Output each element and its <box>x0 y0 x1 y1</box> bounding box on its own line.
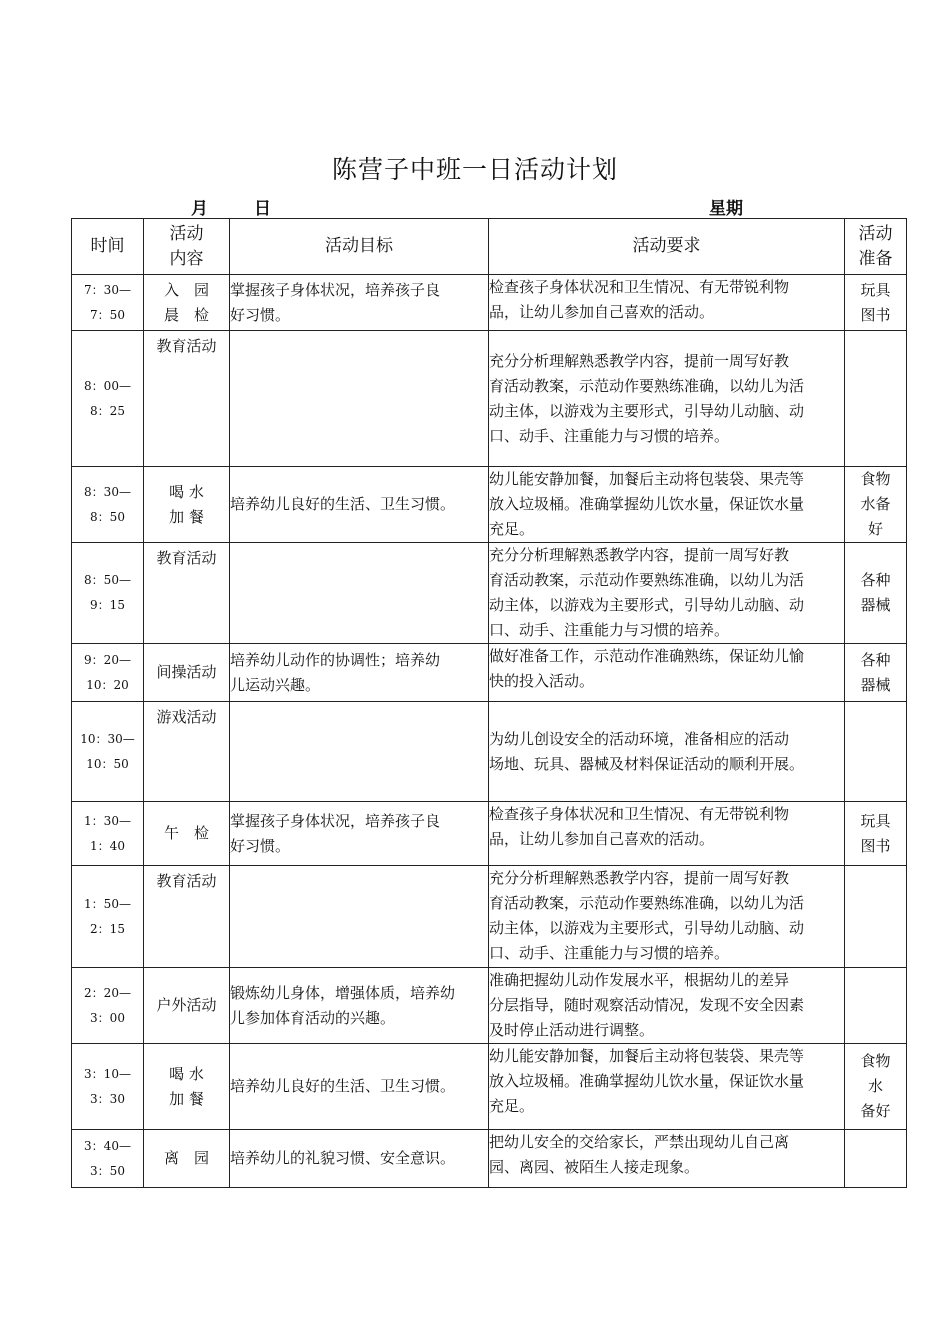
day-label: 日 <box>254 199 271 219</box>
requirement-cell-line: 充足。 <box>489 520 535 538</box>
time-cell <box>72 543 144 644</box>
requirement-cell <box>489 702 845 802</box>
time-cell-line: 3：50 <box>90 1163 125 1178</box>
table-row <box>72 702 907 802</box>
prep-cell <box>845 802 907 866</box>
time-cell-line: 9：15 <box>90 598 125 612</box>
prep-cell <box>845 275 907 331</box>
prep-cell-line: 器械 <box>860 675 891 694</box>
requirement-cell-line: 检查孩子身体状况和卫生情况、有无带锐利物 <box>489 805 790 823</box>
requirement-cell <box>489 1130 845 1188</box>
goal-cell-line: 儿参加体育活动的兴趣。 <box>230 1008 396 1027</box>
time-cell-line: 10：20 <box>86 677 129 692</box>
activity-cell-line: 喝 水 <box>169 482 204 501</box>
goal-cell-line: 培养幼儿良好的生活、卫生习惯。 <box>230 1077 456 1095</box>
requirement-cell-line: 品，让幼儿参加自己喜欢的活动。 <box>489 830 715 848</box>
requirement-cell-line: 充分分析理解熟悉教学内容，提前一周写好教 <box>489 869 790 887</box>
activity-cell <box>144 644 230 702</box>
goal-cell <box>230 702 489 802</box>
requirement-cell <box>489 467 845 543</box>
goal-cell <box>230 644 489 702</box>
prep-cell-line: 各种 <box>860 650 891 669</box>
prep-cell-line: 水 <box>867 1077 883 1095</box>
activity-cell <box>144 866 230 968</box>
activity-cell-line: 教育活动 <box>156 549 217 567</box>
activity-cell <box>144 702 230 802</box>
requirement-cell-line: 放入垃圾桶。准确掌握幼儿饮水量，保证饮水量 <box>489 495 805 513</box>
prep-cell-line: 食物 <box>860 470 891 488</box>
header-goal: 活动目标 <box>230 219 489 275</box>
requirement-cell <box>489 275 845 331</box>
table-row <box>72 1130 907 1188</box>
header-prep: 活动 准备 <box>845 219 907 275</box>
time-cell <box>72 968 144 1044</box>
time-cell <box>72 275 144 331</box>
month-blank[interactable] <box>145 201 191 219</box>
table-row <box>72 331 907 467</box>
time-cell-line: 3：40— <box>84 1138 131 1153</box>
goal-cell <box>230 968 489 1044</box>
schedule-table <box>71 218 907 1188</box>
goal-cell-line: 锻炼幼儿身体，增强体质，培养幼 <box>230 983 456 1002</box>
time-cell-line: 8：00— <box>84 378 131 393</box>
goal-cell <box>230 467 489 543</box>
prep-cell-line: 备好 <box>860 1102 891 1120</box>
goal-cell-line: 培养幼儿动作的协调性；培养幼 <box>230 650 441 669</box>
time-cell <box>72 644 144 702</box>
requirement-cell-line: 放入垃圾桶。准确掌握幼儿饮水量，保证饮水量 <box>489 1072 805 1090</box>
requirement-cell-line: 幼儿能安静加餐，加餐后主动将包装袋、果壳等 <box>489 1047 805 1065</box>
requirement-cell <box>489 1044 845 1130</box>
requirement-cell-line: 分层指导，随时观察活动情况，发现不安全因素 <box>489 996 805 1014</box>
table-row <box>72 644 907 702</box>
time-cell-line: 3：00 <box>90 1010 125 1025</box>
activity-cell <box>144 543 230 644</box>
requirement-cell <box>489 543 845 644</box>
page-title: 陈营子中班一日活动计划 <box>331 155 618 184</box>
goal-cell-line: 培养幼儿良好的生活、卫生习惯。 <box>230 495 456 513</box>
time-cell-line: 8：50— <box>84 573 131 587</box>
time-cell-line: 10：50 <box>86 756 129 771</box>
requirement-cell <box>489 968 845 1044</box>
activity-cell <box>144 1130 230 1188</box>
goal-cell <box>230 1044 489 1130</box>
time-cell <box>72 866 144 968</box>
requirement-cell-line: 及时停止活动进行调整。 <box>489 1021 655 1039</box>
activity-cell-line: 加 餐 <box>169 507 204 526</box>
table-row <box>72 275 907 331</box>
time-cell-line: 2：15 <box>90 921 125 936</box>
prep-cell-line: 玩具 <box>860 811 891 830</box>
goal-cell <box>230 1130 489 1188</box>
prep-cell <box>845 467 907 543</box>
day-blank[interactable] <box>208 201 254 219</box>
time-cell-line: 3：10— <box>84 1066 131 1081</box>
activity-cell-line: 教育活动 <box>156 872 217 890</box>
activity-cell-line: 离 园 <box>163 1149 209 1167</box>
requirement-cell-line: 育活动教案，示范动作要熟练准确，以幼儿为活 <box>489 894 805 912</box>
activity-cell <box>144 1044 230 1130</box>
table-row <box>72 866 907 968</box>
prep-cell <box>845 644 907 702</box>
time-cell-line: 10：30— <box>80 731 135 746</box>
activity-cell <box>144 275 230 331</box>
prep-cell <box>845 968 907 1044</box>
month-label: 月 <box>191 199 208 219</box>
time-cell-line: 3：30 <box>90 1091 125 1106</box>
activity-cell <box>144 467 230 543</box>
requirement-cell-line: 育活动教案，示范动作要熟练准确，以幼儿为活 <box>489 571 805 589</box>
activity-cell-line: 午 检 <box>163 824 209 842</box>
prep-cell-line: 水备 <box>860 495 891 513</box>
header-row <box>72 219 907 275</box>
time-cell-line: 8：30— <box>84 484 131 499</box>
prep-cell-line: 好 <box>867 520 883 538</box>
table-row <box>72 802 907 866</box>
requirement-cell-line: 动主体，以游戏为主要形式，引导幼儿动脑、动 <box>489 596 805 614</box>
prep-cell-line: 食物 <box>860 1052 891 1070</box>
time-cell <box>72 1130 144 1188</box>
time-cell-line: 8：25 <box>90 403 125 418</box>
activity-cell-line: 户外活动 <box>156 996 217 1014</box>
requirement-cell-line: 动主体，以游戏为主要形式，引导幼儿动脑、动 <box>489 401 805 420</box>
activity-cell-line: 教育活动 <box>156 337 217 355</box>
activity-cell <box>144 802 230 866</box>
date-line <box>145 194 271 219</box>
requirement-cell-line: 做好准备工作，示范动作准确熟练，保证幼儿愉 <box>489 647 805 665</box>
time-cell <box>72 1044 144 1130</box>
requirement-cell-line: 准确把握幼儿动作发展水平，根据幼儿的差异 <box>489 971 790 989</box>
goal-cell-line: 掌握孩子身体状况，培养孩子良 <box>230 811 441 830</box>
time-cell <box>72 802 144 866</box>
time-cell <box>72 702 144 802</box>
prep-cell-line: 图书 <box>860 305 891 324</box>
prep-cell-line: 器械 <box>860 596 891 614</box>
header-requirement: 活动要求 <box>489 219 845 275</box>
requirement-cell-line: 为幼儿创设安全的活动环境，准备相应的活动 <box>489 729 790 748</box>
requirement-cell-line: 幼儿能安静加餐，加餐后主动将包装袋、果壳等 <box>489 470 805 488</box>
header-time: 时间 <box>72 219 144 275</box>
goal-cell-line: 培养幼儿的礼貌习惯、安全意识。 <box>230 1149 456 1167</box>
requirement-cell-line: 园、离园、被陌生人接走现象。 <box>489 1158 700 1176</box>
goal-cell-line: 好习惯。 <box>230 305 291 324</box>
prep-cell <box>845 702 907 802</box>
requirement-cell-line: 动主体，以游戏为主要形式，引导幼儿动脑、动 <box>489 919 805 937</box>
activity-cell-line: 入 园 <box>163 280 209 299</box>
activity-cell <box>144 968 230 1044</box>
activity-cell-line: 喝 水 <box>169 1064 204 1083</box>
requirement-cell <box>489 866 845 968</box>
requirement-cell-line: 口、动手、注重能力与习惯的培养。 <box>489 944 730 962</box>
goal-cell-line: 掌握孩子身体状况，培养孩子良 <box>230 280 441 299</box>
time-cell-line: 1：40 <box>90 838 125 853</box>
table-row <box>72 467 907 543</box>
requirement-cell <box>489 644 845 702</box>
goal-cell <box>230 543 489 644</box>
prep-cell <box>845 1044 907 1130</box>
requirement-cell-line: 口、动手、注重能力与习惯的培养。 <box>489 621 730 639</box>
requirement-cell-line: 充足。 <box>489 1097 535 1115</box>
requirement-cell-line: 充分分析理解熟悉教学内容，提前一周写好教 <box>489 546 790 564</box>
requirement-cell-line: 充分分析理解熟悉教学内容，提前一周写好教 <box>489 351 790 370</box>
requirement-cell-line: 快的投入活动。 <box>489 672 595 690</box>
table-row <box>72 968 907 1044</box>
goal-cell-line: 儿运动兴趣。 <box>230 675 321 694</box>
requirement-cell-line: 品，让幼儿参加自己喜欢的活动。 <box>489 303 715 321</box>
prep-cell <box>845 1130 907 1188</box>
activity-cell-line: 间操活动 <box>156 663 217 681</box>
prep-cell <box>845 331 907 467</box>
time-cell <box>72 467 144 543</box>
time-cell-line: 7：30— <box>84 282 131 297</box>
table-row <box>72 1044 907 1130</box>
activity-cell <box>144 331 230 467</box>
time-cell-line: 8：50 <box>90 509 125 524</box>
activity-cell-line: 游戏活动 <box>156 708 217 726</box>
requirement-cell <box>489 802 845 866</box>
prep-cell-line: 玩具 <box>860 280 891 299</box>
table-row <box>72 543 907 644</box>
weekday-label: 星期 <box>709 199 743 219</box>
requirement-cell-line: 把幼儿安全的交给家长，严禁出现幼儿自己离 <box>489 1133 790 1151</box>
prep-cell-line: 各种 <box>860 571 891 589</box>
time-cell-line: 7：50 <box>90 307 125 322</box>
goal-cell <box>230 275 489 331</box>
prep-cell <box>845 866 907 968</box>
requirement-cell-line: 场地、玩具、器械及材料保证活动的顺利开展。 <box>489 754 805 773</box>
time-cell-line: 9：20— <box>84 652 131 667</box>
activity-cell-line: 晨 检 <box>163 305 209 324</box>
goal-cell-line: 好习惯。 <box>230 836 291 855</box>
header-content: 活动 内容 <box>144 219 230 275</box>
goal-cell <box>230 802 489 866</box>
requirement-cell <box>489 331 845 467</box>
activity-cell-line: 加 餐 <box>169 1089 204 1108</box>
time-cell <box>72 331 144 467</box>
time-cell-line: 1：50— <box>84 896 131 911</box>
requirement-cell-line: 口、动手、注重能力与习惯的培养。 <box>489 426 730 445</box>
time-cell-line: 2：20— <box>84 985 131 1000</box>
requirement-cell-line: 育活动教案，示范动作要熟练准确，以幼儿为活 <box>489 376 805 395</box>
time-cell-line: 1：30— <box>84 813 131 828</box>
goal-cell <box>230 866 489 968</box>
requirement-cell-line: 检查孩子身体状况和卫生情况、有无带锐利物 <box>489 278 790 296</box>
prep-cell <box>845 543 907 644</box>
goal-cell <box>230 331 489 467</box>
schedule-body <box>72 275 907 1188</box>
prep-cell-line: 图书 <box>860 836 891 855</box>
